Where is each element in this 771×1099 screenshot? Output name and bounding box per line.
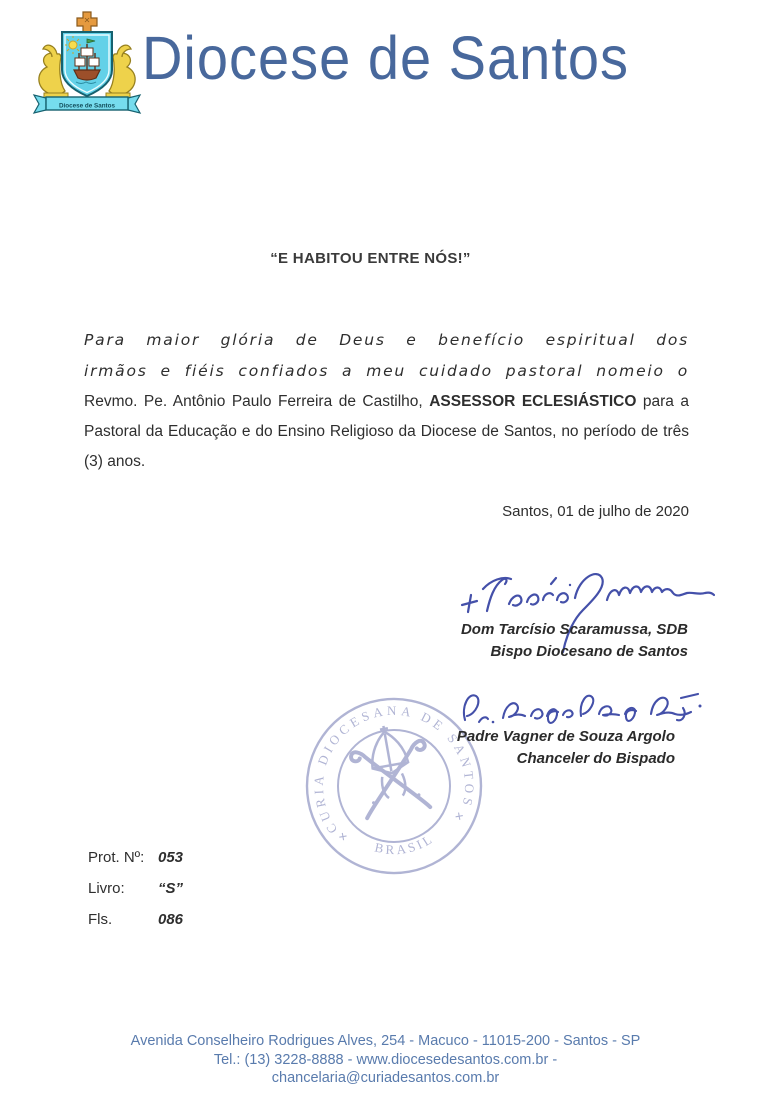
protocol-value: 086 — [158, 911, 184, 928]
protocol-row — [88, 904, 183, 935]
body-regular-2: para a Pastoral da Educação e do Ensino Religioso da Diocese de Santos, no período de três (3) anos. — [84, 393, 690, 470]
protocol-block — [88, 842, 183, 935]
dateline: Santos, 01 de julho de 2020 — [502, 503, 689, 520]
stamp-right-cross-icon: + — [453, 807, 466, 826]
protocol-value: 053 — [158, 849, 184, 866]
chancellor-name: Padre Vagner de Souza Argolo — [456, 728, 675, 745]
crozier-icon — [350, 740, 435, 819]
letter-motto: “E HABITOU ENTRE NÓS!” — [270, 250, 471, 267]
footer-address: Avenida Conselheiro Rodrigues Alves, 254 - Macuco - 11015-200 - Santos - SP — [130, 1033, 641, 1049]
footer-phone-website: Tel.: (13) 3228-8888 - www.diocesedesantos.com.br - — [213, 1051, 558, 1068]
protocol-label: Prot. Nº: — [88, 849, 145, 866]
crest-banner-text: Diocese de Santos — [59, 102, 115, 110]
letter-body — [84, 325, 689, 477]
protocol-row — [88, 842, 183, 873]
banner-ribbon — [34, 95, 140, 113]
protocol-row — [88, 873, 183, 904]
bishop-name: Dom Tarcísio Scaramussa, SDB — [460, 621, 688, 638]
chancellor-role: Chanceler do Bispado — [516, 749, 675, 767]
body-regular-1: Revmo. Pe. Antônio Paulo Ferreira de Castilho, — [84, 393, 423, 410]
body-lead-italic: Para maior glória de Deus e benefício espiritual dos irmãos e fiéis confiados a meu cuidado pastoral nomeio o — [84, 331, 689, 380]
svg-text:BRASIL — [371, 829, 438, 861]
stamp-bottom-text: BRASIL — [373, 830, 437, 858]
stamp-left-cross-icon: + — [337, 827, 349, 847]
letterhead-footer — [0, 1032, 771, 1088]
protocol-label: Livro: — [88, 880, 125, 897]
protocol-value: “S” — [158, 880, 184, 897]
protocol-label: Fls. — [88, 911, 113, 928]
footer-email: chancelaria@curiadesantos.com.br — [271, 1070, 500, 1086]
body-bold-role: ASSESSOR ECLESIÁSTICO — [429, 393, 637, 410]
page-title: Diocese de Santos — [141, 23, 630, 93]
bishop-role: Bispo Diocesano de Santos — [490, 642, 688, 660]
stamp-ring-text: CURIA DIOCESANA DE SANTOS — [310, 702, 478, 837]
chancellor-signature-block — [455, 726, 675, 769]
bishop-signature-block — [430, 619, 688, 662]
